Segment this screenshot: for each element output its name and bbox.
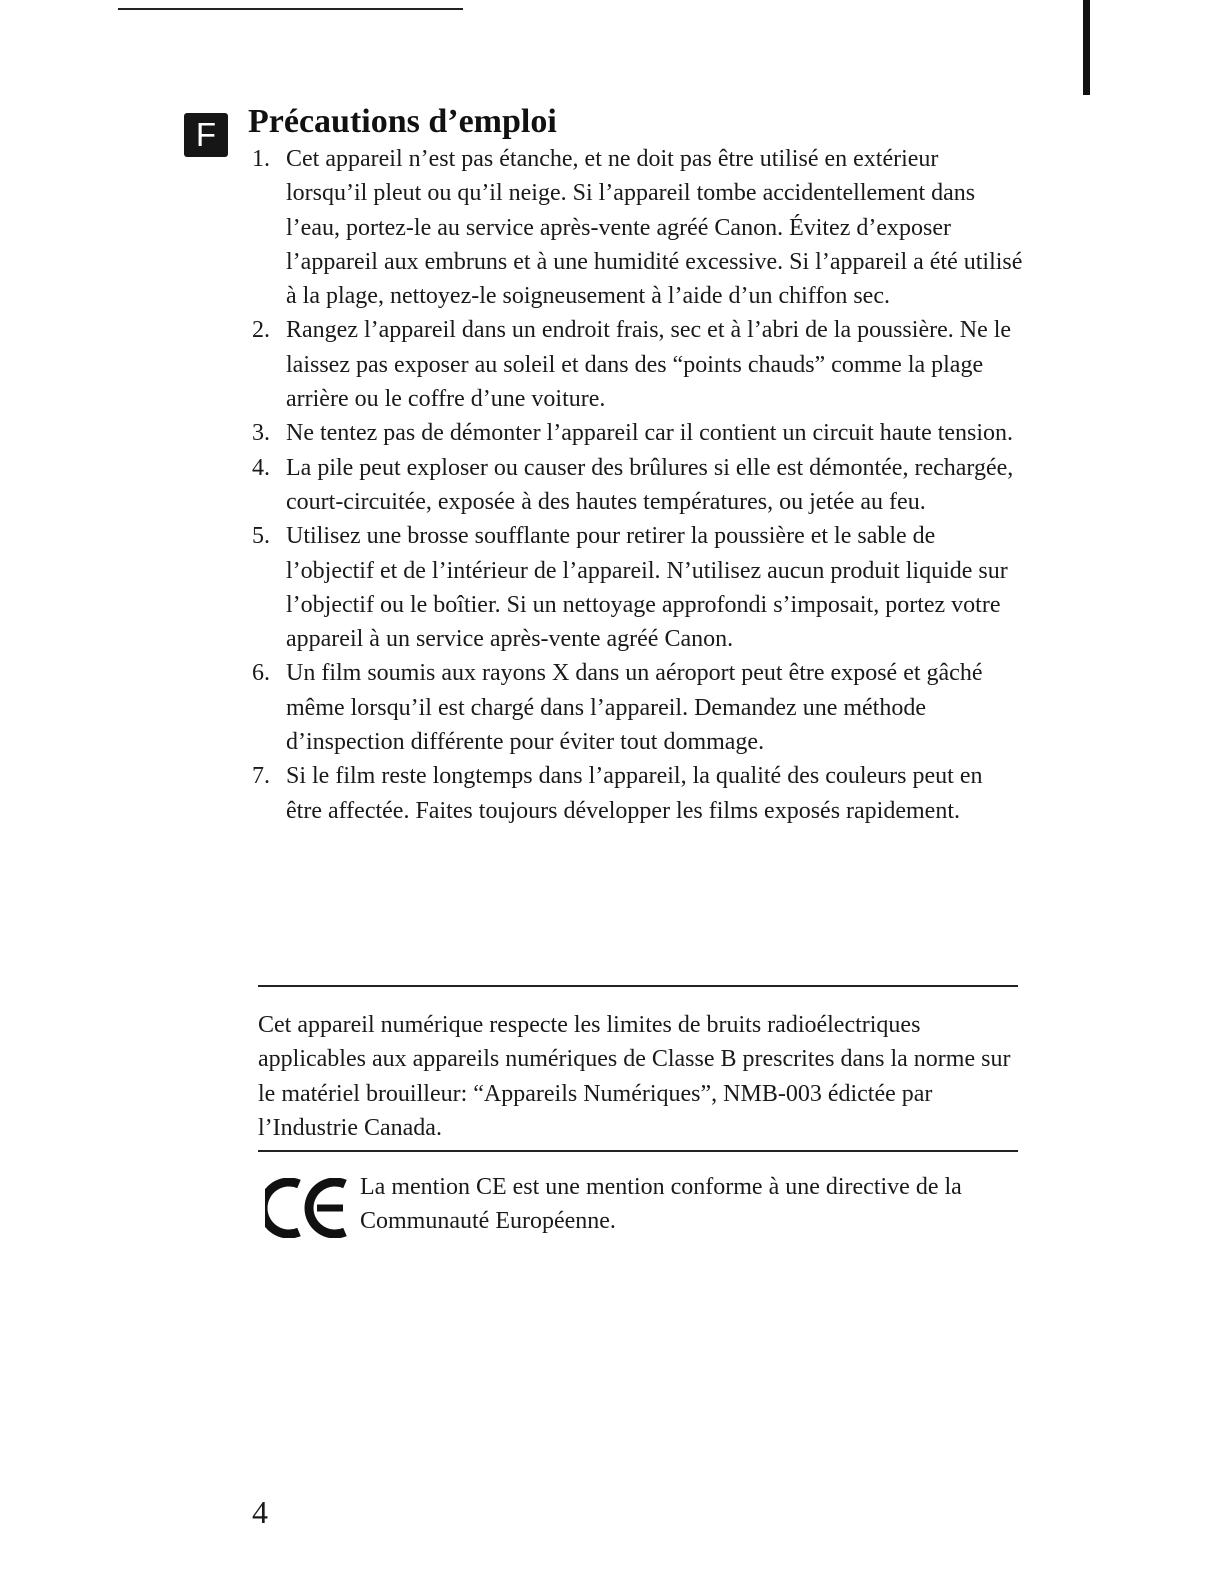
precaution-item (252, 759, 1024, 828)
precautions-list (252, 142, 1024, 828)
canada-notice: Cet appareil numérique respecte les limites de bruits radioélectriques applicables aux appareils numériques de Classe B prescrites dans la norme sur le matériel brouilleur: “Appareils Numériques”, NMB-003 édictée par l’Industrie Canada. (258, 1012, 1011, 1141)
ce-mark-text: La mention CE est une mention conforme à une directive de la Communauté Européenne. (360, 1174, 962, 1234)
precaution-number: 2. (252, 317, 270, 344)
precaution-number: 6. (252, 660, 270, 687)
precaution-number: 3. (252, 420, 270, 447)
precaution-number: 1. (252, 146, 270, 172)
precaution-text: Un film soumis aux rayons X dans un aéroport peut être exposé et gâché même lorsqu’il est chargé dans l’appareil. Demandez une méthode d’inspection différente pour éviter tout dommage. (286, 660, 983, 756)
precaution-number: 4. (252, 454, 270, 481)
precaution-item (252, 451, 1024, 520)
section-divider (258, 985, 1018, 987)
page-edge-bar (1083, 0, 1090, 95)
precaution-text: Utilisez une brosse soufflante pour retirer la poussière et le sable de l’objectif et de l’intérieur de l’appareil. N’utilisez aucun produit liquide sur l’objectif ou le boîtier. Si un nettoyage approfondi s’imposait, portez votre appareil à un service après-vente agréé Canon. (286, 523, 1008, 653)
page-title: Précautions d’emploi (248, 103, 557, 140)
precaution-item (252, 416, 1024, 450)
language-badge: F (184, 113, 228, 157)
precaution-text: Rangez l’appareil dans un endroit frais, sec et à l’abri de la poussière. Ne le laissez pas exposer au soleil et dans des “points chauds” comme la plage arrière ou le coffre d’une voiture. (286, 317, 1012, 413)
page-number: 4 (252, 1494, 268, 1530)
ce-mark-icon (265, 1178, 353, 1238)
precaution-text: Cet appareil n’est pas étanche, et ne doit pas être utilisé en extérieur lorsqu’il pleut ou qu’il neige. Si l’appareil tombe accidentellement dans l’eau, portez-le au service après-vente agréé Canon. Évitez d’exposer l’appareil aux embruns et à une humidité excessive. Si l’appareil a été utilisé à la plage, nettoyez-le soigneusement à l’aide d’un chiffon sec. (286, 146, 1023, 310)
precaution-item (252, 142, 1024, 313)
precaution-item (252, 519, 1024, 656)
precaution-text: La pile peut exploser ou causer des brûlures si elle est démontée, rechargée, court-circuitée, exposée à des hautes températures, ou jetée au feu. (286, 454, 1014, 515)
precaution-number: 7. (252, 763, 270, 790)
precaution-text: Si le film reste longtemps dans l’appareil, la qualité des couleurs peut en être affectée. Faites toujours développer les films exposés rapidement. (286, 763, 983, 824)
precaution-item (252, 656, 1024, 759)
section-divider (258, 1150, 1018, 1152)
precaution-number: 5. (252, 523, 270, 550)
top-rule (118, 8, 463, 10)
precaution-item (252, 313, 1024, 416)
precaution-text: Ne tentez pas de démonter l’appareil car il contient un circuit haute tension. (286, 420, 1014, 447)
